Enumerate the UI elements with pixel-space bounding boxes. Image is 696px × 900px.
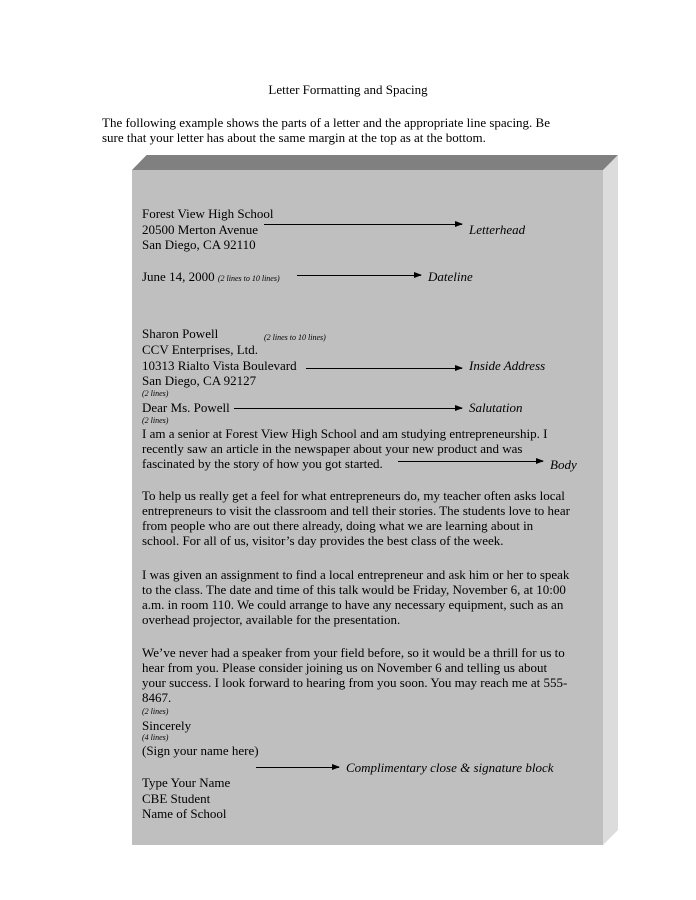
spacing-note: (2 lines) — [142, 416, 169, 425]
body-paragraph-4 — [142, 645, 567, 705]
inside-address-arrow — [306, 368, 462, 369]
label-closing: Complimentary close & signature block — [346, 760, 554, 775]
label-letterhead: Letterhead — [469, 222, 526, 237]
body-line: To help us really get a feel for what entrepreneurs do, my teacher often asks local — [142, 488, 565, 503]
dateline — [142, 269, 280, 286]
body-line: school. For all of us, visitor’s day provides the best class of the week. — [142, 533, 504, 548]
body-line: entrepreneurs to visit the classroom and tell their stories. The students love to hear — [142, 503, 570, 518]
date-text: June 14, 2000 — [142, 269, 215, 284]
body-line: recently saw an article in the newspaper about your new product and was — [142, 441, 523, 456]
letterhead-city: San Diego, CA 92110 — [142, 237, 256, 252]
body-paragraph-2 — [142, 488, 570, 548]
intro-line: The following example shows the parts of a letter and the appropriate line spacing. Be — [102, 115, 550, 130]
address-street: 10313 Rialto Vista Boulevard — [142, 358, 297, 373]
body-line: We’ve never had a speaker from your field before, so it would be a thrill for us to — [142, 645, 565, 660]
salutation: Dear Ms. Powell — [142, 400, 230, 415]
spacing-note: (2 lines to 10 lines) — [264, 333, 326, 342]
body-line: your success. I look forward to hearing from you soon. You may reach me at 555- — [142, 675, 568, 690]
signature-school: Name of School — [142, 806, 227, 821]
salutation-arrow — [234, 408, 462, 409]
closing-arrow — [256, 767, 339, 768]
page-title: Letter Formatting and Spacing — [268, 82, 428, 97]
letterhead-school: Forest View High School — [142, 206, 274, 221]
signature-name: Type Your Name — [142, 775, 231, 790]
body-line: a.m. in room 110. We could arrange to have any necessary equipment, such as an — [142, 597, 564, 612]
body-arrow — [398, 461, 543, 462]
dateline-arrow — [297, 275, 421, 276]
body-line: 8467. — [142, 690, 172, 705]
signature-title: CBE Student — [142, 791, 211, 806]
body-line: fascinated by the story of how you got started. — [142, 456, 383, 471]
letterhead-street: 20500 Merton Avenue — [142, 222, 259, 237]
spacing-note: (2 lines to 10 lines) — [217, 274, 280, 283]
spacing-note: (4 lines) — [142, 733, 169, 742]
body-line: to the class. The date and time of this talk would be Friday, November 6, at 10:00 — [142, 582, 566, 597]
box-right-bevel — [603, 155, 618, 845]
recipient-name: Sharon Powell — [142, 326, 219, 341]
address-company: CCV Enterprises, Ltd. — [142, 342, 259, 357]
complimentary-close: Sincerely — [142, 718, 192, 733]
label-dateline: Dateline — [428, 269, 473, 284]
intro-paragraph — [102, 115, 592, 145]
body-paragraph-1 — [142, 426, 548, 471]
signature-hint: (Sign your name here) — [142, 743, 259, 758]
body-line: I was given an assignment to find a local entrepreneur and ask him or her to speak — [142, 567, 570, 582]
label-salutation: Salutation — [469, 400, 523, 415]
letterhead-arrow — [264, 224, 462, 225]
box-top-bevel — [132, 155, 618, 170]
body-paragraph-3 — [142, 567, 569, 627]
spacing-note: (2 lines) — [142, 389, 169, 398]
intro-line: sure that your letter has about the same margin at the top as at the bottom. — [102, 130, 486, 145]
body-line: hear from you. Please consider joining us on November 6 and telling us about — [142, 660, 548, 675]
body-line: from people who are out there already, doing what we are learning about in — [142, 518, 534, 533]
address-city: San Diego, CA 92127 — [142, 373, 257, 388]
label-body: Body — [550, 457, 577, 472]
body-line: I am a senior at Forest View High School and am studying entrepreneurship. I — [142, 426, 548, 441]
spacing-note: (2 lines) — [142, 707, 169, 716]
label-inside-address: Inside Address — [469, 358, 546, 373]
body-line: overhead projector, available for the presentation. — [142, 612, 401, 627]
